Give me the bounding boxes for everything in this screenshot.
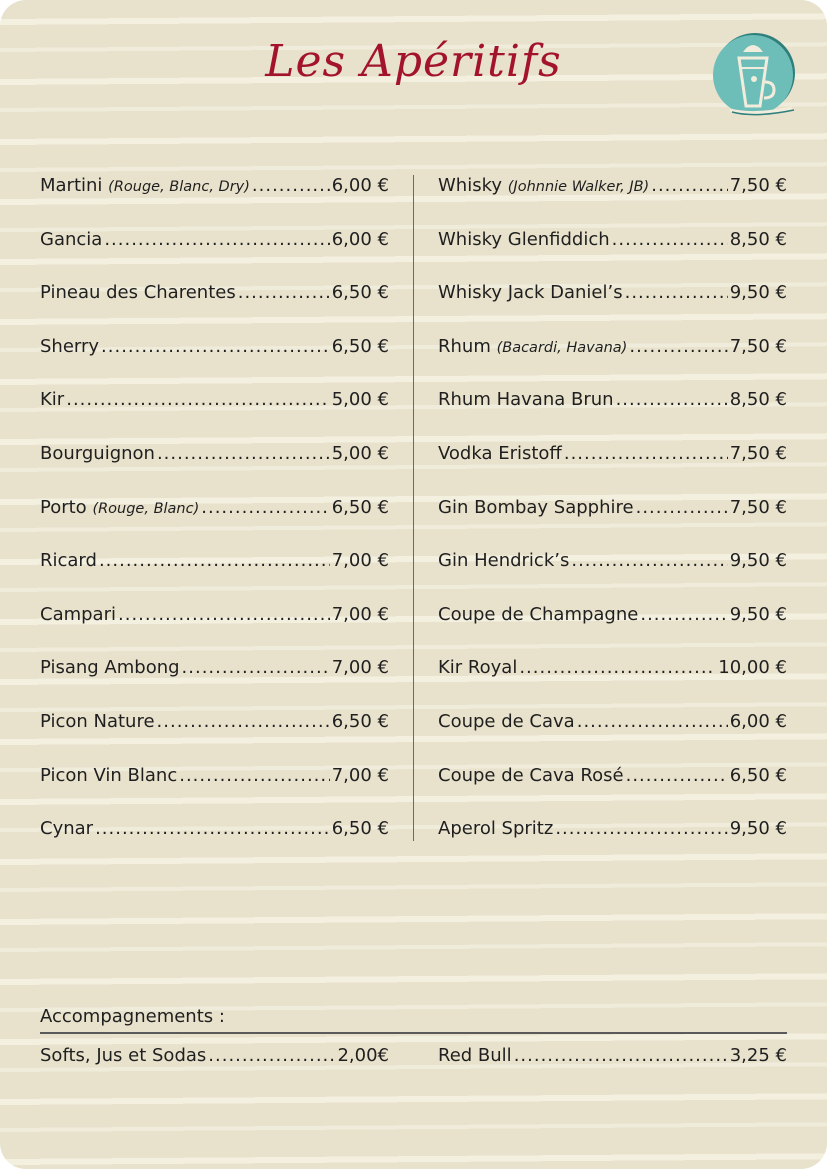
menu-item: Whisky Jack Daniel’s ..... 9,50 € <box>438 277 787 331</box>
item-price: 8,50 € <box>729 228 787 250</box>
item-price: 7,50 € <box>729 442 787 464</box>
leader-dots <box>514 1040 728 1072</box>
leader-dots <box>66 384 330 416</box>
item-price: 7,50 € <box>729 335 787 357</box>
menu-item: Aperol Spritz ..... 9,50 € <box>438 813 787 867</box>
leader-dots <box>629 331 727 363</box>
menu-item: Red Bull ..... 3,25 € <box>438 1040 787 1094</box>
item-price: 7,00 € <box>331 764 389 786</box>
menu-item: Gin Hendrick’s ..... 9,50 € <box>438 545 787 599</box>
leader-dots <box>118 599 330 631</box>
menu-item: Campari ..... 7,00 € <box>40 599 389 653</box>
menu-item: Rhum Havana Brun ..... 8,50 € <box>438 384 787 438</box>
menu-item: Porto (Rouge, Blanc) ..... 6,50 € <box>40 492 389 546</box>
item-price: 5,00 € <box>331 442 389 464</box>
menu-item: Bourguignon ..... 5,00 € <box>40 438 389 492</box>
item-price: 6,50 € <box>331 496 389 518</box>
menu-item: Martini (Rouge, Blanc, Dry) ..... 6,00 € <box>40 170 389 224</box>
leader-dots <box>101 331 330 363</box>
leader-dots <box>157 438 330 470</box>
item-price: 6,50 € <box>331 818 389 840</box>
item-price: 7,50 € <box>729 496 787 518</box>
leader-dots <box>157 706 330 738</box>
item-price: 9,50 € <box>729 818 787 840</box>
menu-item: Ricard ..... 7,00 € <box>40 545 389 599</box>
menu-item: Whisky (Johnnie Walker, JB) ..... 7,50 € <box>438 170 787 224</box>
accompagnements-heading: Accompagnements : <box>40 1006 225 1027</box>
item-price: 6,00 € <box>729 710 787 732</box>
leader-dots <box>612 224 728 256</box>
leader-dots <box>208 1040 335 1072</box>
menu-item: Coupe de Cava Rosé ..... 6,50 € <box>438 760 787 814</box>
item-price: 7,00 € <box>331 657 389 679</box>
leader-dots <box>640 599 727 631</box>
item-price: 7,00 € <box>331 550 389 572</box>
page-title: Les Apéritifs <box>265 36 562 87</box>
item-price: 2,00€ <box>337 1045 389 1066</box>
item-price: 10,00 € <box>718 657 787 679</box>
leader-dots <box>636 492 728 524</box>
left-column <box>40 170 389 867</box>
menu-item: Vodka Eristoff ..... 7,50 € <box>438 438 787 492</box>
right-column <box>438 170 787 867</box>
menu-item: Sherry ..... 6,50 € <box>40 331 389 385</box>
leader-dots <box>95 813 330 845</box>
leader-dots <box>625 277 728 309</box>
leader-dots <box>616 384 728 416</box>
leader-dots <box>104 224 329 256</box>
menu-item: Kir Royal ..... 10,00 € <box>438 652 787 706</box>
leader-dots <box>651 170 728 202</box>
item-price: 6,00 € <box>331 228 389 250</box>
menu-item: Coupe de Cava ..... 6,00 € <box>438 706 787 760</box>
leader-dots <box>179 760 330 792</box>
menu-item: Cynar ..... 6,50 € <box>40 813 389 867</box>
item-price: 7,00 € <box>331 603 389 625</box>
menu-item: Softs, Jus et Sodas ..... 2,00€ <box>40 1040 389 1094</box>
item-price: 6,00 € <box>331 175 389 196</box>
item-price: 8,50 € <box>729 389 787 411</box>
latte-glass-icon <box>710 32 796 118</box>
menu-item: Picon Vin Blanc ..... 7,00 € <box>40 760 389 814</box>
item-price: 7,50 € <box>729 175 787 196</box>
leader-dots <box>577 706 728 738</box>
leader-dots <box>252 170 330 202</box>
section-rule <box>40 1032 787 1034</box>
leader-dots <box>564 438 728 470</box>
menu-item: Kir ..... 5,00 € <box>40 384 389 438</box>
item-price: 9,50 € <box>729 603 787 625</box>
item-price: 3,25 € <box>729 1045 787 1066</box>
menu-item: Pisang Ambong ..... 7,00 € <box>40 652 389 706</box>
menu-item: Picon Nature ..... 6,50 € <box>40 706 389 760</box>
menu-item: Gancia ..... 6,00 € <box>40 224 389 278</box>
column-divider <box>413 175 414 841</box>
menu-item: Whisky Glenfiddich ..... 8,50 € <box>438 224 787 278</box>
item-price: 9,50 € <box>729 282 787 304</box>
menu-item: Rhum (Bacardi, Havana) ..... 7,50 € <box>438 331 787 385</box>
leader-dots <box>238 277 330 309</box>
leader-dots <box>571 545 727 577</box>
leader-dots <box>555 813 727 845</box>
leader-dots <box>519 652 716 684</box>
menu-item: Coupe de Champagne ..... 9,50 € <box>438 599 787 653</box>
item-price: 6,50 € <box>331 710 389 732</box>
menu-item: Gin Bombay Sapphire ..... 7,50 € <box>438 492 787 546</box>
item-price: 9,50 € <box>729 550 787 572</box>
item-price: 6,50 € <box>331 335 389 357</box>
leader-dots <box>626 760 728 792</box>
item-price: 5,00 € <box>331 389 389 411</box>
leader-dots <box>99 545 330 577</box>
item-price: 6,50 € <box>331 282 389 304</box>
leader-dots <box>182 652 330 684</box>
item-price: 6,50 € <box>729 764 787 786</box>
menu-item: Pineau des Charentes ..... 6,50 € <box>40 277 389 331</box>
leader-dots <box>201 492 329 524</box>
